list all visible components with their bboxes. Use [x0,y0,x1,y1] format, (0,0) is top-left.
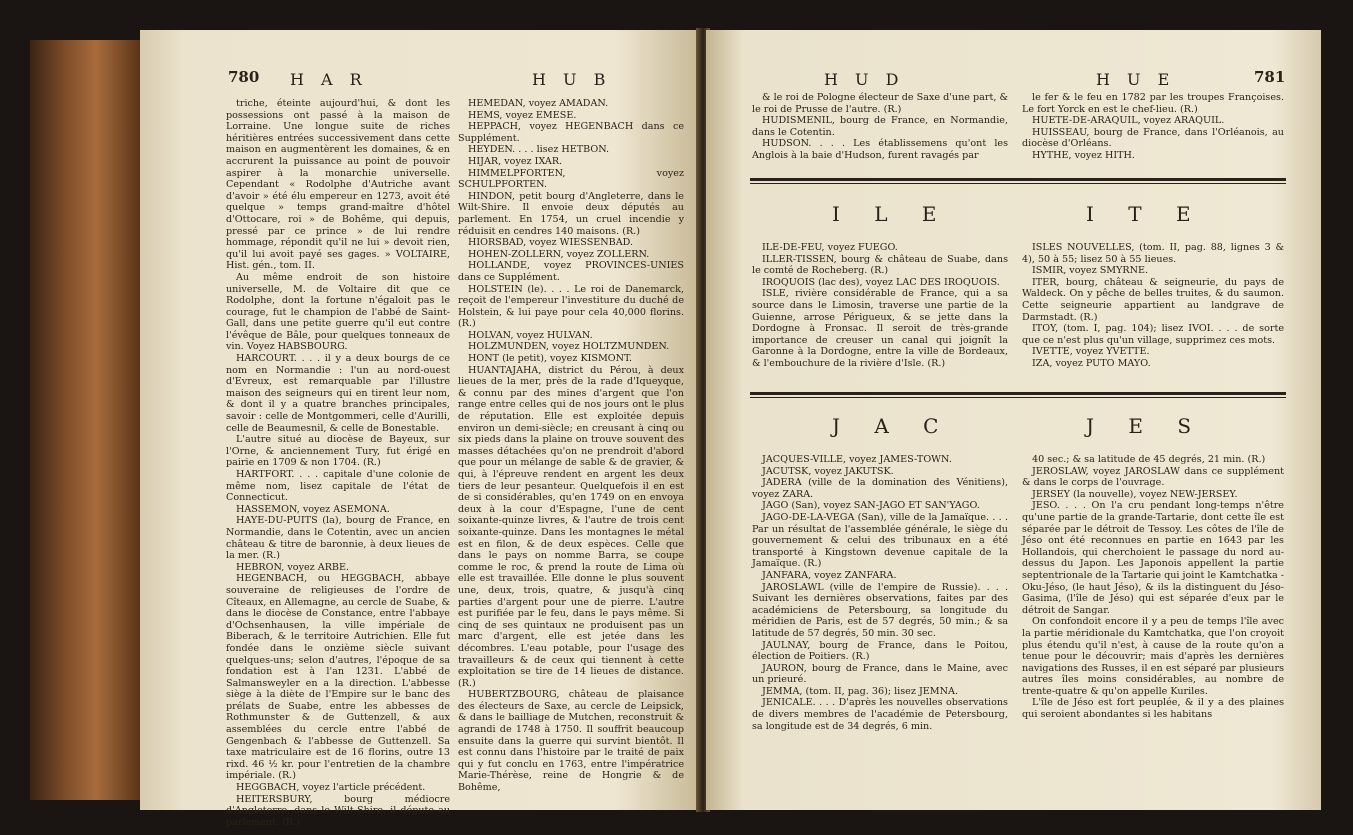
entry-paragraph: JEROSLAW, voyez JAROSLAW dans ce supplément & dans le corps de l'ouvrage. [1022,465,1284,489]
entry-paragraph: HOLZMUNDEN, voyez HOLTZMUNDEN. [468,341,670,353]
entry-paragraph: JAROSLAWL (ville de l'empire de Russie). . . . Suivant les dernières observations, faites par des académiciens de Petersbourg, sa longitude du méridien de Paris, est de 57 degrés, 50 min.; & sa latitude de 57 degrés, 50 min. 30 sec. [752,581,1008,639]
entry-paragraph: HOLLANDE, voyez PROVINCES-UNIES dans ce Supplément. [458,260,684,283]
page-number: 780 [228,68,260,86]
entry-paragraph: HIORSBAD, voyez WIESSENBAD. [468,237,634,249]
entry-paragraph: IZA, voyez PUTO MAYO. [1032,357,1151,369]
entry-paragraph: HUISSEAU, bourg de France, dans l'Orléanois, au diocèse d'Orléans. [1022,126,1284,150]
entry-paragraph: ILE-DE-FEU, voyez FUEGO. [762,242,898,253]
section-rule [750,183,1286,184]
entry-paragraph: HEITERSBURY, bourg médiocre d'Angleterre, dans le Wilt-Shire, il députe au parlement. (R.) [226,793,450,828]
running-head-right: H U B [532,70,612,89]
entry-paragraph: HEGENBACH, ou HEGGBACH, abbaye souveraine de religieuses de l'ordre de Cîteaux, en Allemagne, au cercle de Suabe, & dans le diocèse de Constance, entre l'abbaye d'Ochsenhausen, la ville impériale de Biberach, & le territoire Autrichien. Elle fut fondée dans le onzième siècle suivant quelques-uns; selon d'autres, l'époque de sa fondation est à l'an 1231. L'abbé de Salmansweyler en a la direction. L'abbesse siège à la diète de l'Empire sur le banc des prélats de Suabe, entre les abbesses de Rothmunster & de Guttenzell, & aux assemblées du cercle entre l'abbé de Gengenbach & l'abbesse de Guttenzell. Sa taxe matriculaire est de 16 florins, outre 13 rixd. 46 ½ kr. pour l'entretien de la chambre impériale. (R.) [226,573,450,782]
entry-paragraph: HONT (le petit), voyez KISMONT. [468,353,633,365]
left-page [140,30,700,828]
entry-paragraph: HASSEMON, voyez ASEMONA. [236,503,390,515]
entry-paragraph: HEYDEN. . . . lisez HETBON. [468,144,610,156]
entry-paragraph: JANFARA, voyez ZANFARA. [762,569,897,581]
entry-paragraph: Au même endroit de son histoire universelle, M. de Voltaire dit que ce Rodolphe, dont la fortune n'égaloit pas le courage, fut le champion de l'abbé de Saint-Gall, dans une petite guerre qu'il eut contre l'évêque de Bâle, pour quelques tonneaux de vin. Voyez HABSBOURG. [226,271,450,353]
text-column-2 [458,98,684,798]
entry-paragraph: JAGO-DE-LA-VEGA (San), ville de la Jamaïque. . . . Par un résultat de l'assemblée générale, le siège du gouvernement & celui des tribunaux en a été transporté à Kingstown devenue capitale de la Jamaïque. (R.) [752,511,1008,570]
entry-paragraph: JENICALE. . . . D'après les nouvelles observations de divers membres de l'académie de Petersbourg, sa longitude est de 34 degrés, 6 min. [752,697,1008,732]
text-column-1 [226,98,450,828]
section-rule [750,392,1286,395]
entry-paragraph: & le roi de Pologne électeur de Saxe d'une part, & le roi de Prusse de l'autre. (R.) [752,92,1008,115]
entry-paragraph: JESO. . . . On l'a cru pendant long-temps n'être qu'une partie de la grande-Tartarie, dont cette île est séparée par le détroit de Tessoy. Les côtes de l'île de Jéso ont été reconnues en partie en 1643 par les Hollandois, qui cherchoient le passage du nord au-dessus du Japon. Les Japonois appellent la partie septentrionale de la Tartarie qui joint le Kamtchatka - Oku-Jéso, (le haut Jéso), & ils la distinguent du Jéso-Gasima, (l'île de Jéso) qui est séparée d'eux par le détroit de Sangar. [1022,500,1284,616]
entry-paragraph: JACUTSK, voyez JAKUTSK. [762,465,894,477]
entry-paragraph: HEGGBACH, voyez l'article précédent. [236,782,426,794]
entry-paragraph: triche, éteinte aujourd'hui, & dont les possessions ont passé à la maison de Lorraine. Une longue suite de riches héritières entrées successivement dans cette maison en augmentèrent les domaines, & en accrurent la puissance au point de pouvoir aspirer à la monarchie universelle. Cependant « Rodolphe d'Autriche avant d'avoir » été élu empereur en 1273, avoit été quelque » temps grand-maître d'hôtel d'Ottocare, roi » de Bohême, qui depuis, pressé par ce prince » de lui rendre hommage, répondit qu'il ne lui » devoit rien, qu'il lui avoit payé ses gages. » VOLTAIRE, Hist. gén., tom. II. [226,98,450,272]
text-column-bottom-1 [752,454,1008,804]
entry-paragraph: HEMEDAN, voyez AMADAN. [468,98,609,109]
text-column-mid-1 [752,242,1008,392]
entry-paragraph: HUETE-DE-ARAQUIL, voyez ARAQUIL. [1032,115,1225,127]
entry-paragraph: JAGO (San), voyez SAN-JAGO ET SAN'YAGO. [762,500,980,512]
entry-paragraph: ISLE, rivière considérable de France, qui a sa source dans le Limosin, traverse une partie de la Guienne, arrose Périgueux, & se jette dans la Dordogne à Fronsac. Il seroit de très-grande importance de creuser un canal qui joignît la Garonne à la Dordogne, entre la ville de Bordeaux, & l'embouchure de la rivière d'Isle. (R.) [752,288,1008,369]
entry-paragraph: HUDSON. . . . Les établissemens qu'ont les Anglois à la baie d'Hudson, furent ravagés par [752,138,1008,161]
entry-paragraph: 40 sec.; & sa latitude de 45 degrés, 21 min. (R.) [1032,454,1266,465]
entry-paragraph: HARTFORT. . . . capitale d'une colonie de même nom, lisez capitale de l'état de Connecticut. [226,469,450,504]
running-head-left: H U D [824,70,905,89]
entry-paragraph: JAURON, bourg de France, dans le Maine, avec un prieuré. [752,662,1008,686]
entry-paragraph: HOLVAN, voyez HULVAN. [468,329,593,341]
entry-paragraph: HIJAR, voyez IXAR. [468,155,563,167]
book-spine-edge [30,40,140,800]
entry-paragraph: HEBRON, voyez ARBE. [236,561,350,573]
entry-paragraph: HINDON, petit bourg d'Angleterre, dans le Wilt-Shire. Il envoie deux députés au parlement. En 1754, un cruel incendie y réduisit en cendres 140 maisons. (R.) [458,190,684,237]
entry-paragraph: HOHEN-ZOLLERN, voyez ZOLLERN. [468,248,650,260]
section-heading-left: J A C [832,414,953,438]
entry-paragraph: L'île de Jéso est fort peuplée, & il y a des plaines qui seroient abondantes si les habitans [1022,697,1284,721]
entry-paragraph: JADERA (ville de la domination des Vénitiens), voyez ZARA. [752,477,1008,500]
entry-paragraph: L'autre situé au diocèse de Bayeux, sur l'Orne, & anciennement Tury, fut érigé en pairie en 1709 & non 1704. (R.) [226,434,450,469]
entry-paragraph: HOLSTEIN (le). . . . Le roi de Danemarck, reçoit de l'empereur l'investiture du duché de Holstein, & lui paye pour cela 40,000 florins. (R.) [458,283,684,330]
entry-paragraph: On confondoit encore il y a peu de temps l'île avec la partie méridionale du Kamtchatka, que l'on croyoit plus étendu qu'il n'est, à cause de la route qu'on a tenue pour le découvrir; mais d'après les dernières navigations des Russes, il en est séparé par plusieurs autres îles moins considérables, au nombre de trente-quatre & qu'on appelle Kuriles. [1022,616,1284,697]
entry-paragraph: HIMMELPFORTEN, voyez SCHULPFORTEN. [458,167,684,191]
entry-paragraph: ISLES NOUVELLES, (tom. II, pag. 88, lignes 3 & 4), 50 à 55; lisez 50 à 55 lieues. [1022,242,1284,265]
entry-paragraph: HUBERTZBOURG, château de plaisance des électeurs de Saxe, au cercle de Leipsick, & dans le bailliage de Mutchen, reconstruit & agrandi de 1748 à 1750. Il souffrit beaucoup ensuite dans la guerre qui survint bientôt. Il est connu dans l'histoire par le traité de paix qui y fut conclu en 1763, entre l'impératrice Marie-Thérèse, reine de Hongrie & de Bohême, [458,689,684,794]
page-number: 781 [1254,68,1286,86]
entry-paragraph: HUDISMENIL, bourg de France, en Normandie, dans le Cotentin. [752,115,1008,138]
text-column-bottom-2 [1022,454,1284,804]
entry-paragraph: ITOY, (tom. I, pag. 104); lisez IVOI. . . . de sorte que ce n'est plus qu'un village, supprimez ces mots. [1022,323,1284,346]
text-column-mid-2 [1022,242,1284,392]
running-head-right: H U E [1096,70,1176,89]
entry-paragraph: ILLER-TISSEN, bourg & château de Suabe, dans le comté de Rocheberg. (R.) [752,253,1008,277]
section-heading-right: J E S [1086,414,1206,438]
entry-paragraph: HARCOURT. . . . il y a deux bourgs de ce nom en Normandie : l'un au nord-ouest d'Evreux, est remarquable par l'illustre maison des seigneurs qui en tirent leur nom, & dont il y a quatre branches principales, savoir : celle de Montgommeri, celle d'Aurilli, celle de Beaumesnil, & celle de Bonestable. [226,353,450,434]
entry-paragraph: IVETTE, voyez YVETTE. [1032,346,1150,358]
entry-paragraph: JACQUES-VILLE, voyez JAMES-TOWN. [762,454,952,465]
text-column-top-1 [752,92,1008,182]
section-heading-left: I L E [832,202,951,226]
running-head-left: H A R [290,70,368,89]
entry-paragraph: JAULNAY, bourg de France, dans le Poitou, élection de Poitiers. (R.) [752,639,1008,663]
entry-paragraph: HEMS, voyez EMESE. [468,109,577,121]
entry-paragraph: JEMMA, (tom. II, pag. 36); lisez JEMNA. [762,685,958,697]
entry-paragraph: ISMIR, voyez SMYRNE. [1032,265,1149,277]
entry-paragraph: IROQUOIS (lac des), voyez LAC DES IROQUOIS. [762,276,1000,288]
text-column-top-2 [1022,92,1284,182]
entry-paragraph: le fer & le feu en 1782 par les troupes Françoises. Le fort Yorck en est le chef-lieu. (R.) [1022,92,1284,115]
entry-paragraph: HUANTAJAHA, district du Pérou, à deux lieues de la mer, près de la rade d'Iqueyque, & connu par des mines d'argent que l'on range entre celles qui de nos jours ont le plus de réputation. Elle est exploitée depuis environ un demi-siècle; en creusant à cinq ou six pieds dans la plaine on trouve souvent des masses détachées qu'on ne prendroit d'abord que pour un mélange de sable & de gravier, & qui, à l'épreuve rendent en argent les deux tiers de leur pesanteur. Quelquefois il en est de si considérables, qu'en 1749 on en envoya deux à la cour d'Espagne, l'une de cent soixante-quinze livres, & l'autre de trois cent soixante-quinze. Dans les montagnes le métal est en filon, & de deux espèces. Celle que dans le pays on nomme Barra, se coupe comme le roc, & prend la route de Lima où elle est travaillée. Elle donne le plus souvent une, deux, trois, quatre, & jusqu'à cinq parties d'argent pour une de pierre. L'autre est purifiée par le feu, dans le pays même. Si cinq de ses quintaux ne produisent pas un marc d'argent, elle est jetée dans les décombres. L'eau potable, pour l'usage des travailleurs & de ceux qui tiennent à cette exploitation se tire de 14 lieues de distance. (R.) [458,364,684,689]
section-heading-right: I T E [1086,202,1205,226]
entry-paragraph: HEPPACH, voyez HEGENBACH dans ce Supplément. [458,121,684,144]
entry-paragraph: HYTHE, voyez HITH. [1032,149,1135,161]
entry-paragraph: JERSEY (la nouvelle), voyez NEW-JERSEY. [1032,488,1238,500]
entry-paragraph: HAYE-DU-PUITS (la), bourg de France, en Normandie, dans le Cotentin, avec un ancien château & titre de baronnie, à deux lieues de la mer. (R.) [226,515,450,562]
section-rule [750,397,1286,398]
right-page [706,30,1321,810]
section-rule [750,178,1286,181]
entry-paragraph: ITER, bourg, château & seigneurie, du pays de Waldeck. On y pêche de belles truites, & du saumon. Cette seigneurie appartient au landgrave de Darmstadt. (R.) [1022,276,1284,323]
